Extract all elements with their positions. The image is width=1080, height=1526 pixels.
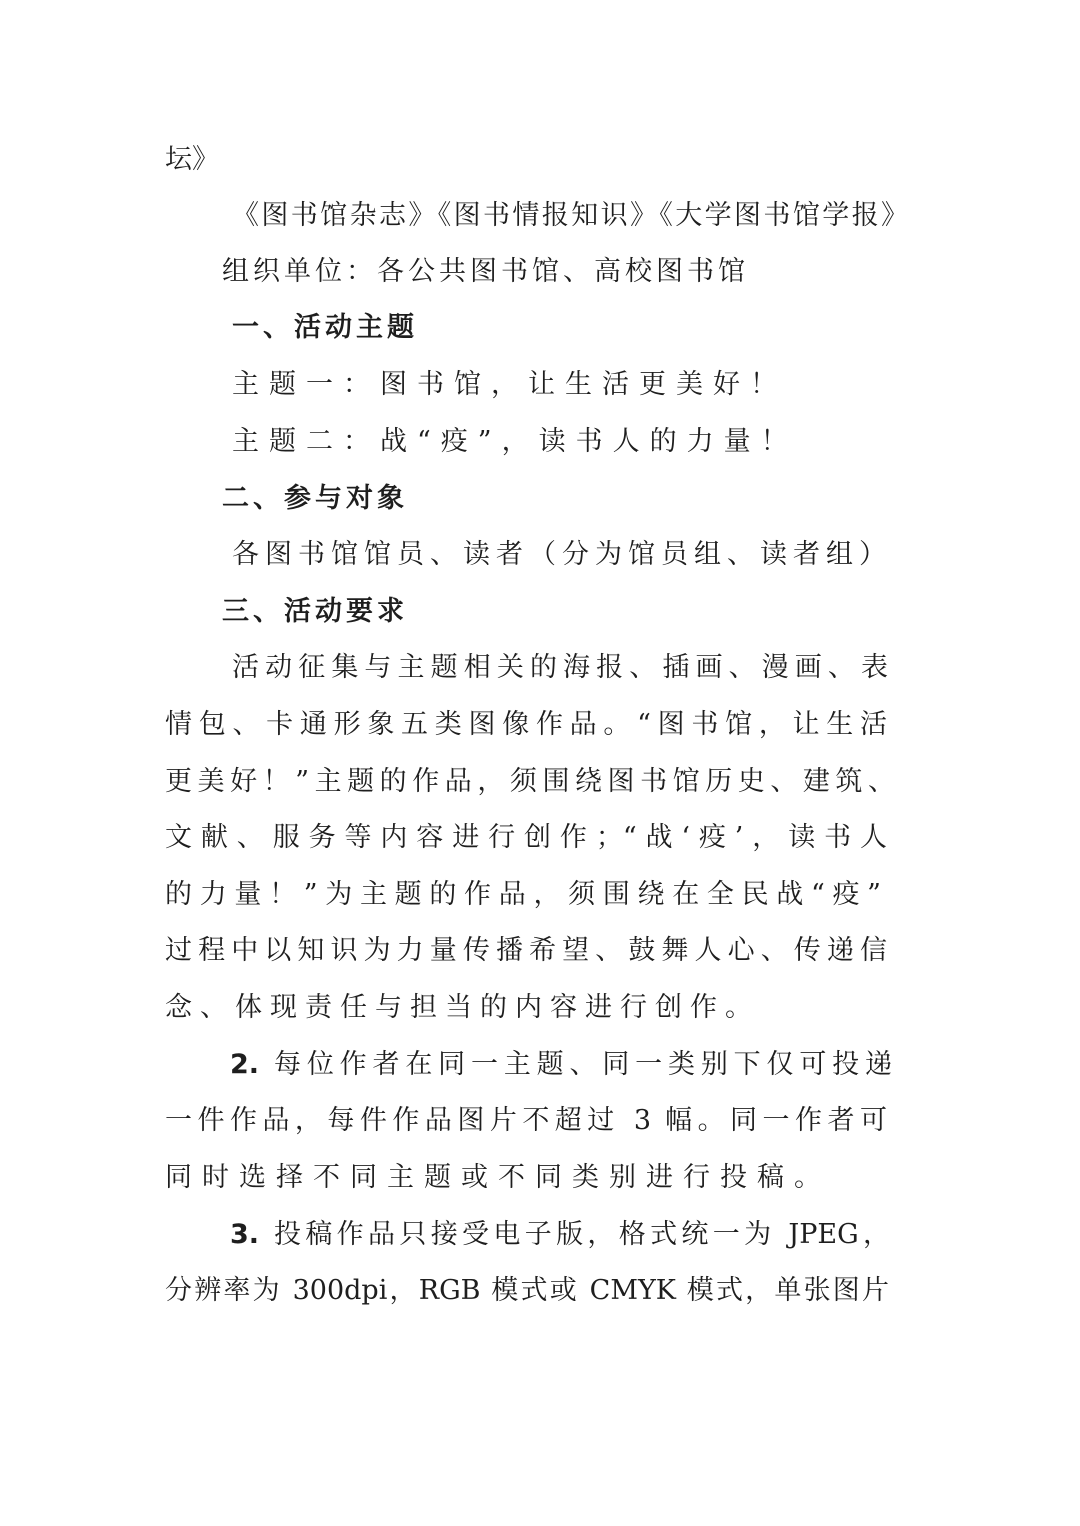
requirement-1-line-3: 更美好！”主题的作品，须围绕图书馆历史、建筑、 bbox=[165, 766, 895, 797]
theme-two: 主题二：战“疫”，读书人的力量！ bbox=[232, 426, 798, 457]
requirement-1-line-6: 过程中以知识为力量传播希望、鼓舞人心、传递信 bbox=[165, 935, 887, 966]
requirement-2-line-2: 一件作品，每件作品图片不超过 3 幅。同一作者可 bbox=[165, 1105, 887, 1136]
participants-text: 各图书馆馆员、读者（分为馆员组、读者组） bbox=[232, 539, 886, 570]
requirement-1-line-4: 文献、服务等内容进行创作；“战‘疫’，读书人 bbox=[165, 822, 887, 853]
section-heading-requirements: 三、活动要求 bbox=[222, 596, 408, 627]
requirement-2-line-1: 每位作者在同一主题、同一类别下仅可投递 bbox=[274, 1049, 892, 1080]
journal-list-line: 《图书馆杂志》《图书情报知识》《大学图书馆学报》 bbox=[232, 200, 908, 231]
requirement-2-line-3: 同时选择不同主题或不同类别进行投稿。 bbox=[165, 1162, 831, 1193]
requirement-1-line-1: 活动征集与主题相关的海报、插画、漫画、表 bbox=[232, 652, 888, 683]
organizer-line: 组织单位：各公共图书馆、高校图书馆 bbox=[222, 256, 749, 287]
continuation-line: 坛》 bbox=[165, 144, 219, 175]
requirement-1-line-2: 情包、卡通形象五类图像作品。“图书馆，让生活 bbox=[165, 709, 887, 740]
requirement-1-line-5: 的力量！”为主题的作品，须围绕在全民战“疫” bbox=[165, 879, 881, 910]
requirement-1-line-7: 念、体现责任与担当的内容进行创作。 bbox=[165, 992, 760, 1023]
section-heading-participants: 二、参与对象 bbox=[222, 483, 408, 514]
requirement-3-line-1: 投稿作品只接受电子版，格式统一为 JPEG， bbox=[274, 1219, 890, 1250]
requirement-2-number: 2. bbox=[230, 1049, 260, 1080]
theme-one: 主题一：图书馆，让生活更美好！ bbox=[232, 369, 787, 400]
requirement-3-number: 3. bbox=[230, 1219, 260, 1250]
requirement-3-line-2: 分辨率为 300dpi，RGB 模式或 CMYK 模式，单张图片 bbox=[165, 1275, 889, 1306]
section-heading-themes: 一、活动主题 bbox=[232, 312, 418, 343]
